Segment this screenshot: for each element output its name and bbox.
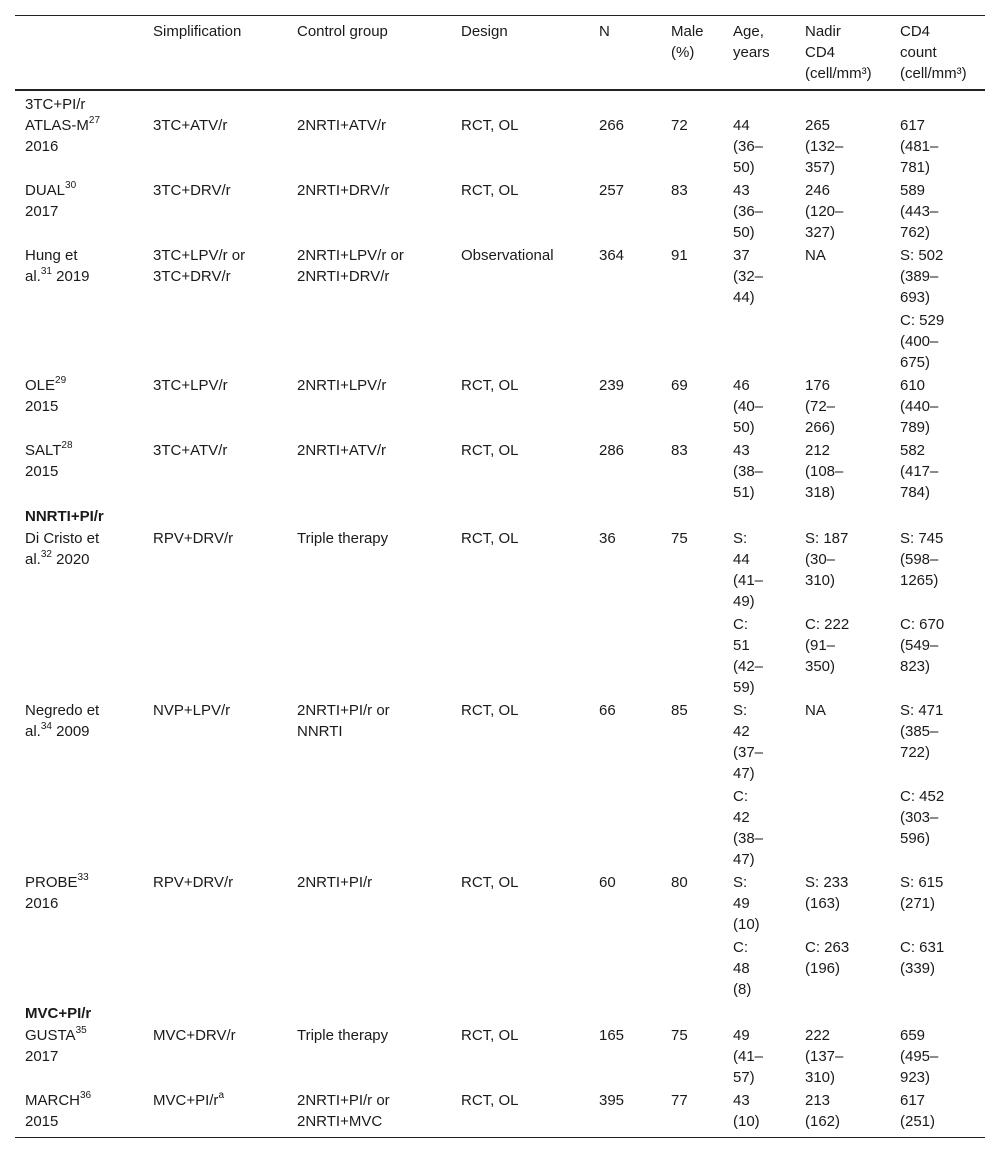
design-hung: Observational <box>461 247 554 264</box>
male-hung: 91 <box>671 247 688 264</box>
male-di-cristo: 75 <box>671 530 688 547</box>
cd4-gusta: 659 (495– 923) <box>900 1027 939 1086</box>
control-march: 2NRTI+PI/r or 2NRTI+MVC <box>297 1092 390 1130</box>
cd4-salt: 582 (417– 784) <box>900 442 939 501</box>
nadir-dual: 246 (120– 327) <box>805 182 844 241</box>
simplification-atlas-m: 3TC+ATV/r <box>153 117 228 134</box>
cd4-dual: 589 (443– 762) <box>900 182 939 241</box>
nadir-gusta: 222 (137– 310) <box>805 1027 844 1086</box>
design-ole: RCT, OL <box>461 377 519 394</box>
male-dual: 83 <box>671 182 688 199</box>
control-ole: 2NRTI+LPV/r <box>297 377 387 394</box>
header-simplification: Simplification <box>153 23 242 40</box>
n-dual: 257 <box>599 182 625 199</box>
cd4-di-cristo-c: C: 670 (549– 823) <box>900 616 945 675</box>
study-salt: SALT$^{28}$ 2015 <box>25 440 73 480</box>
nadir-negredo: NA <box>805 702 826 719</box>
cd4-negredo-c: C: 452 (303– 596) <box>900 788 945 847</box>
control-di-cristo: Triple therapy <box>297 530 389 547</box>
control-gusta: Triple therapy <box>297 1027 389 1044</box>
simplification-hung: 3TC+LPV/r or 3TC+DRV/r <box>153 247 246 285</box>
age-atlas-m: 44 (36– 50) <box>733 117 764 176</box>
study-di-cristo: Di Cristo et al.$^{32}$ 2020 <box>25 530 100 568</box>
age-ole: 46 (40– 50) <box>733 377 764 436</box>
header-age: Age, years <box>733 23 770 61</box>
design-salt: RCT, OL <box>461 442 519 459</box>
age-negredo-c: C: 42 (38– 47) <box>733 788 764 868</box>
cd4-hung-s: S: 502 (389– 693) <box>900 247 944 306</box>
header-n: N <box>599 23 610 40</box>
age-di-cristo-s: S: 44 (41– 49) <box>733 530 764 610</box>
control-atlas-m: 2NRTI+ATV/r <box>297 117 387 134</box>
design-dual: RCT, OL <box>461 182 519 199</box>
header-design: Design <box>461 23 508 40</box>
design-negredo: RCT, OL <box>461 702 519 719</box>
control-negredo: 2NRTI+PI/r or NNRTI <box>297 702 390 740</box>
top-rule <box>15 15 985 16</box>
simplification-ole: 3TC+LPV/r <box>153 377 228 394</box>
nadir-hung: NA <box>805 247 826 264</box>
control-dual: 2NRTI+DRV/r <box>297 182 390 199</box>
male-atlas-m: 72 <box>671 117 688 134</box>
male-gusta: 75 <box>671 1027 688 1044</box>
n-atlas-m: 266 <box>599 117 625 134</box>
nadir-probe-c: C: 263 (196) <box>805 939 850 977</box>
simplification-dual: 3TC+DRV/r <box>153 182 231 199</box>
nadir-salt: 212 (108– 318) <box>805 442 844 501</box>
study-dual: DUAL$^{30}$ 2017 <box>25 180 77 220</box>
n-di-cristo: 36 <box>599 530 616 547</box>
design-atlas-m: RCT, OL <box>461 117 519 134</box>
simplification-march: $MVC+PI/r^a$ <box>153 1090 224 1109</box>
design-gusta: RCT, OL <box>461 1027 519 1044</box>
n-ole: 239 <box>599 377 625 394</box>
simplification-gusta: MVC+DRV/r <box>153 1027 236 1044</box>
nadir-ole: 176 (72– 266) <box>805 377 836 436</box>
cd4-di-cristo-s: S: 745 (598– 1265) <box>900 530 944 589</box>
header-cd4-count: CD4 count (cell/mm³) <box>900 23 967 82</box>
simplification-salt: 3TC+ATV/r <box>153 442 228 459</box>
study-hung: Hung et al.$^{31}$ 2019 <box>25 247 90 285</box>
control-probe: 2NRTI+PI/r <box>297 874 373 891</box>
nadir-atlas-m: 265 (132– 357) <box>805 117 844 176</box>
nadir-probe-s: S: 233 (163) <box>805 874 849 912</box>
study-gusta: GUSTA$^{35}$ 2017 <box>25 1025 87 1065</box>
age-gusta: 49 (41– 57) <box>733 1027 764 1086</box>
cd4-atlas-m: 617 (481– 781) <box>900 117 939 176</box>
cd4-probe-c: C: 631 (339) <box>900 939 945 977</box>
simplification-negredo: NVP+LPV/r <box>153 702 231 719</box>
n-gusta: 165 <box>599 1027 625 1044</box>
design-probe: RCT, OL <box>461 874 519 891</box>
nadir-di-cristo-s: S: 187 (30– 310) <box>805 530 849 589</box>
age-march: 43 (10) <box>733 1092 760 1130</box>
bottom-rule <box>15 1137 985 1138</box>
n-hung: 364 <box>599 247 625 264</box>
control-salt: 2NRTI+ATV/r <box>297 442 387 459</box>
nadir-di-cristo-c: C: 222 (91– 350) <box>805 616 850 675</box>
cd4-negredo-s: S: 471 (385– 722) <box>900 702 944 761</box>
header-rule <box>15 89 985 91</box>
male-negredo: 85 <box>671 702 688 719</box>
age-salt: 43 (38– 51) <box>733 442 764 501</box>
male-ole: 69 <box>671 377 688 394</box>
study-probe: PROBE$^{33}$ 2016 <box>25 872 89 912</box>
design-march: RCT, OL <box>461 1092 519 1109</box>
age-probe-s: S: 49 (10) <box>733 874 760 933</box>
age-hung: 37 (32– 44) <box>733 247 764 306</box>
n-negredo: 66 <box>599 702 616 719</box>
header-nadir-cd4: Nadir CD4 (cell/mm³) <box>805 23 872 82</box>
study-march: MARCH$^{36}$ 2015 <box>25 1090 92 1130</box>
group-label-nnrti-pir: NNRTI+PI/r <box>25 508 104 525</box>
age-negredo-s: S: 42 (37– 47) <box>733 702 764 782</box>
header-male: Male (%) <box>671 23 704 61</box>
simplification-di-cristo: RPV+DRV/r <box>153 530 234 547</box>
simplification-probe: RPV+DRV/r <box>153 874 234 891</box>
cd4-hung-c: C: 529 (400– 675) <box>900 312 945 371</box>
header-control-group: Control group <box>297 23 388 40</box>
cd4-probe-s: S: 615 (271) <box>900 874 944 912</box>
control-hung: 2NRTI+LPV/r or 2NRTI+DRV/r <box>297 247 404 285</box>
age-probe-c: C: 48 (8) <box>733 939 752 998</box>
nadir-march: 213 (162) <box>805 1092 841 1130</box>
cd4-ole: 610 (440– 789) <box>900 377 939 436</box>
group-label-mvc-pir: MVC+PI/r <box>25 1005 92 1022</box>
study-atlas-m: ATLAS-$M^{27}$ 2016 <box>25 115 101 155</box>
cd4-march: 617 (251) <box>900 1092 936 1130</box>
male-probe: 80 <box>671 874 688 891</box>
n-probe: 60 <box>599 874 616 891</box>
age-di-cristo-c: C: 51 (42– 59) <box>733 616 764 696</box>
study-ole: OLE$^{29}$ 2015 <box>25 375 67 415</box>
n-salt: 286 <box>599 442 625 459</box>
study-negredo: Negredo et al.$^{34}$ 2009 <box>25 702 100 740</box>
group-label-3tc-pir: 3TC+PI/r <box>25 96 86 113</box>
n-march: 395 <box>599 1092 625 1109</box>
male-march: 77 <box>671 1092 688 1109</box>
age-dual: 43 (36– 50) <box>733 182 764 241</box>
male-salt: 83 <box>671 442 688 459</box>
design-di-cristo: RCT, OL <box>461 530 519 547</box>
